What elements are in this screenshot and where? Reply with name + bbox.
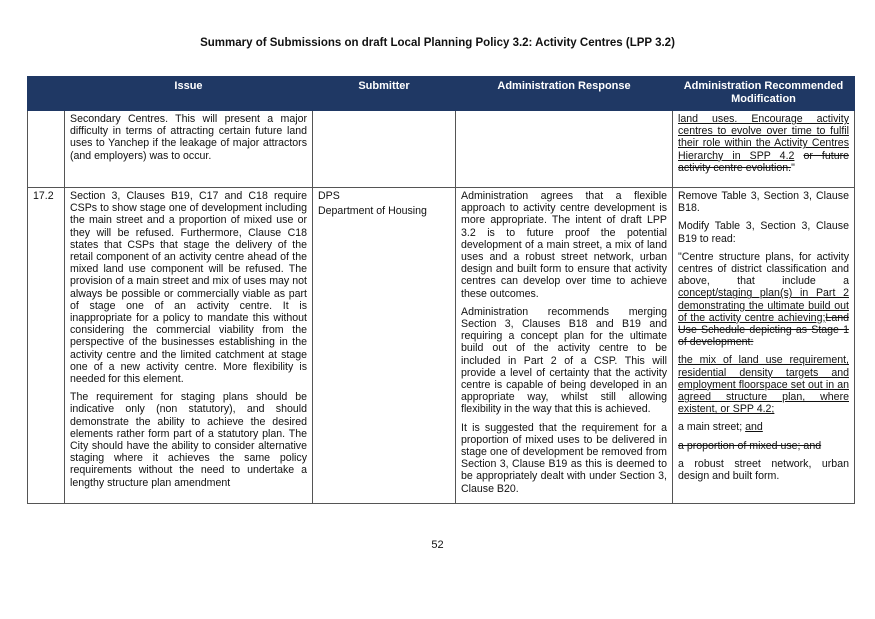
header-number — [28, 77, 65, 111]
response-paragraph: It is suggested that the requirement for a proportion of mixed uses to be delivered in stage one of development be removed from Section 3, Clause B19 as this is deemed to be appropriately dealt with under Section 3, Clause B20. — [461, 421, 667, 495]
submitter-cell — [313, 188, 456, 504]
modification-paragraph: a main street; and — [678, 421, 763, 434]
modification-paragraph: Modify Table 3, Section 3, Clause B19 to read: — [678, 220, 849, 245]
row-number-cell — [28, 111, 65, 188]
submitter-name: Department of Housing — [318, 205, 427, 218]
issue-text: Secondary Centres. This will present a major difficulty in terms of attracting certain future land uses to Yanchep if the leakage of major attractors (and employers) was to occur. — [70, 113, 307, 162]
row-number-cell: 17.2 — [28, 188, 65, 504]
modification-struck-text: or future activity centre evolution. — [678, 149, 850, 174]
modification-underlined-text: land uses. Encourage activity centres to evolve over time to fulfil their role within the Activity Centres Hierarchy in SPP 4.2 — [678, 113, 849, 162]
issue-paragraph: The requirement for staging plans should be indicative only (non statutory), and should demonstrate the ability to achieve the desired elements rather form part of a statutory plan. The City should have the ability to consider alternative staging where it achieves the same policy requirements without the need to undertake a lengthy structure plan amendment — [70, 391, 307, 489]
response-cell — [456, 188, 673, 504]
table-row — [28, 188, 855, 504]
modification-paragraph: "Centre structure plans, for activity centres of district classification and above, that include a concept/staging plan(s) in Part 2 demonstrating the ultimate build out of the activity centre achieving;Land Use Schedule depicting as Stage 1 of development: — [678, 250, 849, 349]
issue-cell — [65, 188, 313, 504]
modification-paragraph: a proportion of mixed use; and — [678, 439, 822, 452]
modification-paragraph: a robust street network, urban design and built form. — [678, 457, 849, 483]
issue-paragraph: Section 3, Clauses B19, C17 and C18 require CSPs to show stage one of development including the main street and a proportion of mixed use or they will be refused. Furthermore, Clause C18 states that CSPs that stage the delivery of the retail component of an activity centre ahead of the mixed land use component will be refused. The provision of a main street and mix of uses may not always be possible or commercially viable as part of stage one of an activity centre. It is inappropriate for a policy to mandate this without considering the commercial viability from the perspective of the businesses establishing in the activity centre and the limited catchment at stage one of a new activity centre. More flexibility is needed for this element. — [70, 190, 307, 386]
header-issue: Issue — [65, 77, 313, 111]
submitter-code: DPS — [318, 190, 340, 202]
header-submitter: Submitter — [313, 77, 456, 111]
header-response: Administration Response — [456, 77, 673, 111]
response-paragraph: Administration recommends merging Section 3, Clauses B18 and B19 and requiring a concept plan for the ultimate build out of the activity centre to be included in Part 2 of a CSP. This will provide a level of certainty that the activity centre is capable of being developed in an appropriate way, whilst still allowing flexibility in the way that this is achieved. — [461, 305, 667, 416]
response-cell — [456, 111, 673, 188]
submissions-table — [27, 76, 855, 504]
modification-cell — [673, 188, 855, 504]
issue-cell — [65, 111, 313, 188]
page-number: 52 — [431, 539, 444, 551]
header-modification: Administration Recommended Modification — [673, 77, 855, 111]
document-title: Summary of Submissions on draft Local Planning Policy 3.2: Activity Centres (LPP 3.2) — [200, 37, 675, 49]
response-paragraph: Administration agrees that a flexible approach to activity centre development is more appropriate. The intent of draft LPP 3.2 is to future proof the potential development of a main street, a mix of land uses and a robust street network, urban design and built form to ensure that activity centres can develop over time to achieve these outcomes. — [461, 190, 667, 300]
table-row — [28, 111, 855, 188]
table-header-row — [28, 77, 855, 111]
submitter-cell — [313, 111, 456, 188]
modification-paragraph: Remove Table 3, Section 3, Clause B18. — [678, 190, 849, 215]
modification-cell: land uses. Encourage activity centres to evolve over time to fulfil their role within the Activity Centres Hierarchy in SPP 4.2 or future activity centre evolution." — [673, 111, 855, 188]
modification-paragraph: the mix of land use requirement, residential density targets and employment floorspace set out in an agreed structure plan, where existent, or SPP 4.2; — [678, 354, 849, 416]
